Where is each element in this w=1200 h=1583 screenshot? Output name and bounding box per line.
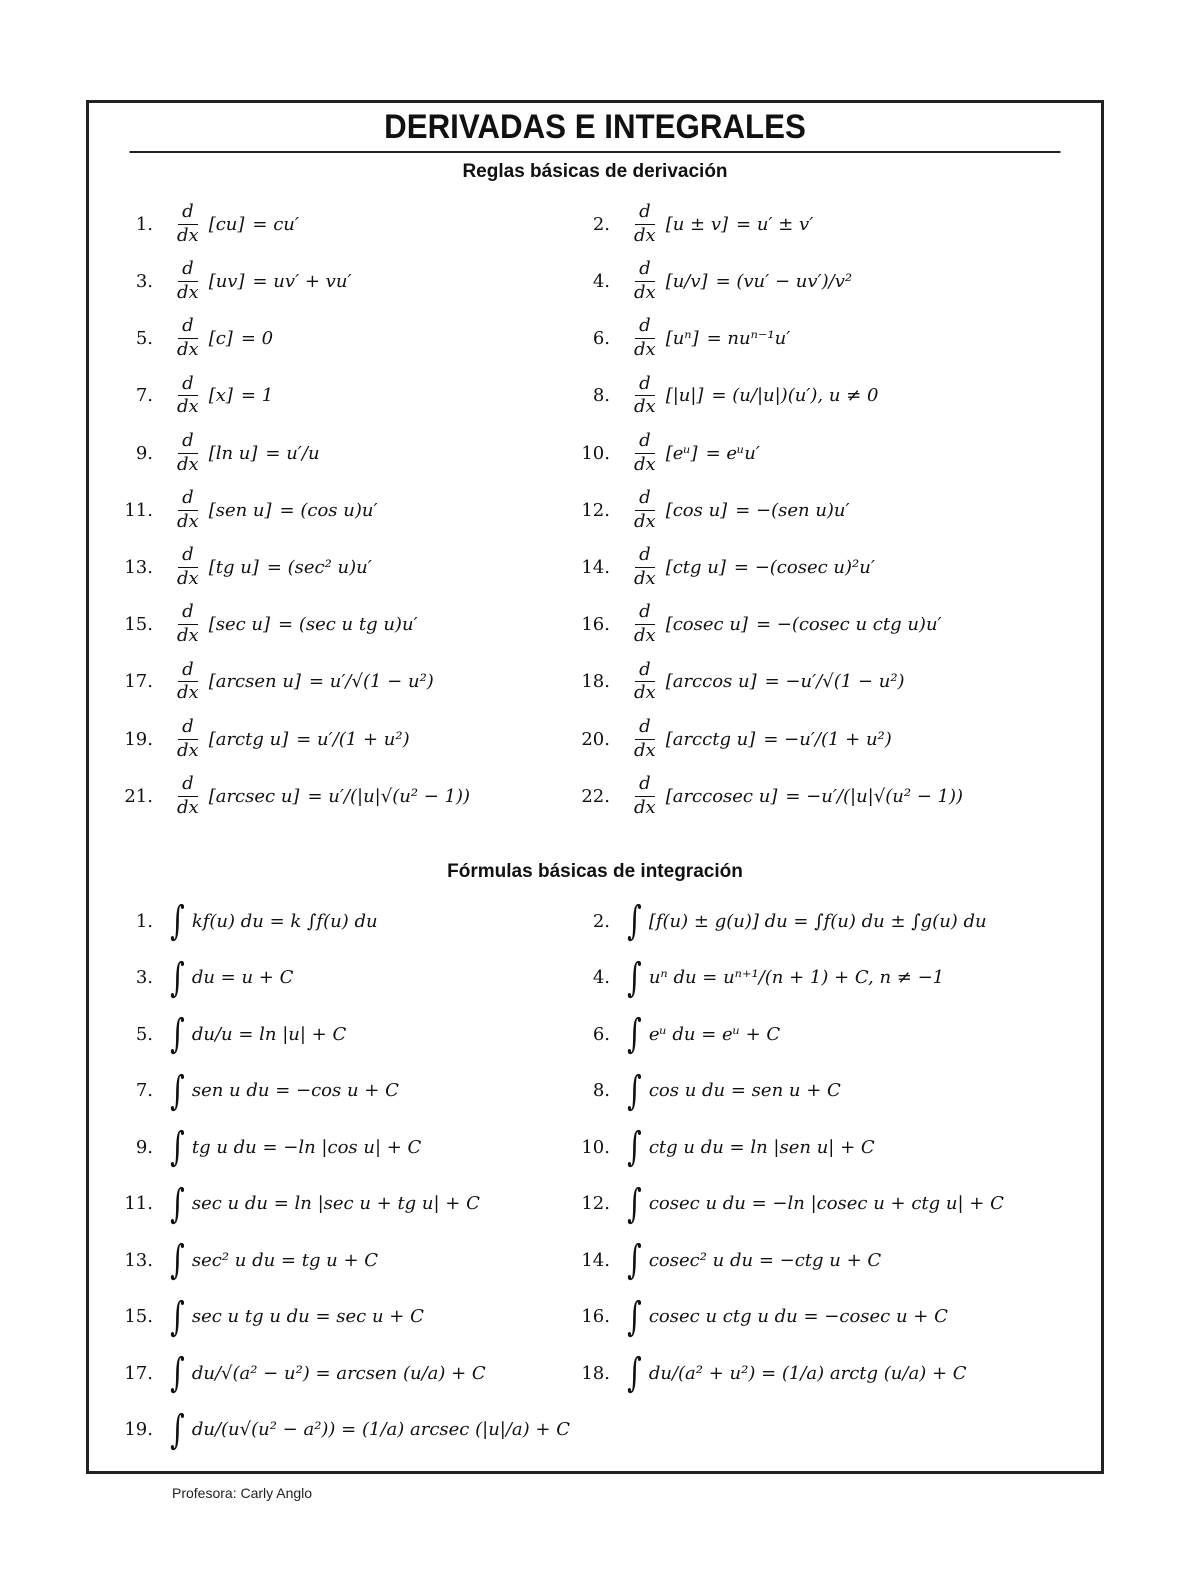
formula-number: 16. <box>581 1306 610 1327</box>
rule-number: 4. <box>592 271 610 293</box>
d-dx-operator: $\frac{d}{dx}$ <box>177 658 199 704</box>
d-dx-operator: $\frac{d}{dx}$ <box>177 429 199 475</box>
formula-number: 18. <box>581 1362 610 1384</box>
d-dx-operator: $\frac{d}{dx}$ <box>177 372 199 418</box>
rule-result: = 0 <box>240 328 274 350</box>
derivation-rule <box>119 203 299 246</box>
rule-result: = u′/(|u|√(u² − 1)) <box>307 785 471 807</box>
d-dx-operator: $\frac{d}{dx}$ <box>634 372 656 418</box>
formula-expression: ctg u du = ln |sen u| + C <box>648 1136 875 1158</box>
rule-result: = 1 <box>240 385 274 407</box>
d-dx-operator: $\frac{d}{dx}$ <box>634 201 656 246</box>
formula-number: 11. <box>124 1193 153 1214</box>
rule-number: 22. <box>581 785 610 807</box>
derivation-rule <box>576 775 963 818</box>
formula-expression: du/(u√(u² − a²)) = (1/a) arcsec (|u|/a) + C <box>191 1419 570 1440</box>
rule-function: [eᵘ] <box>665 442 698 464</box>
formula-number: 19. <box>124 1419 153 1440</box>
rule-result: = −(cosec u)²u′ <box>733 557 875 579</box>
derivation-rule <box>119 546 372 589</box>
integration-formula <box>119 1293 424 1340</box>
integral-sign-icon: ∫ <box>170 898 185 944</box>
formula-expression: cos u du = sen u + C <box>648 1080 841 1101</box>
derivation-rule <box>119 603 418 646</box>
derivation-rule <box>576 203 813 246</box>
derivation-rule <box>576 260 852 303</box>
rule-function: [arccosec u] <box>665 785 778 807</box>
rule-function: [arcsec u] <box>208 785 300 807</box>
rule-number: 21. <box>124 785 153 807</box>
formula-expression: tg u du = −ln |cos u| + C <box>191 1136 422 1158</box>
rule-number: 8. <box>592 385 610 407</box>
integration-formula <box>119 1180 480 1227</box>
formula-number: 12. <box>581 1193 610 1214</box>
rule-number: 11. <box>124 499 153 521</box>
formula-number: 4. <box>592 967 610 988</box>
integration-formula <box>576 1293 948 1340</box>
derivation-rule <box>576 546 875 589</box>
rule-number: 10. <box>581 442 610 464</box>
integration-formula <box>119 954 294 1001</box>
formula-expression: [f(u) ± g(u)] du = ∫f(u) du ± ∫g(u) du <box>648 910 987 932</box>
rule-number: 15. <box>124 614 153 636</box>
rule-function: [u/v] <box>665 271 708 293</box>
formula-expression: du = u + C <box>191 967 294 988</box>
d-dx-operator: $\frac{d}{dx}$ <box>634 315 656 361</box>
formula-expression: cosec u du = −ln |cosec u + ctg u| + C <box>648 1193 1004 1214</box>
integration-formula <box>119 1237 379 1283</box>
integral-sign-icon: ∫ <box>627 1293 642 1340</box>
rule-function: [u ± v] <box>665 213 729 235</box>
rule-function: [arccos u] <box>665 671 757 693</box>
rule-function: [arctg u] <box>208 728 289 750</box>
formula-number: 13. <box>124 1249 153 1271</box>
formula-number: 14. <box>581 1249 610 1271</box>
derivation-rule <box>119 715 410 761</box>
rule-number: 5. <box>135 328 153 350</box>
formula-number: 17. <box>124 1362 153 1384</box>
rule-number: 6. <box>592 328 610 350</box>
rule-function: [|u|] <box>665 385 704 407</box>
integral-sign-icon: ∫ <box>627 1237 642 1283</box>
rule-result: = (sec² u)u′ <box>266 557 372 579</box>
integration-formula <box>119 1124 422 1170</box>
rule-result: = −(cosec u ctg u)u′ <box>755 614 942 636</box>
rule-result: = cu′ <box>252 213 299 235</box>
derivation-rule <box>119 372 274 418</box>
rule-number: 12. <box>581 499 610 521</box>
formula-number: 8. <box>592 1080 610 1101</box>
integration-formula <box>119 1350 486 1396</box>
integral-sign-icon: ∫ <box>170 1350 185 1396</box>
rule-result: = u′/(1 + u²) <box>296 728 410 750</box>
integral-sign-icon: ∫ <box>627 1124 642 1170</box>
formula-expression: du/(a² + u²) = (1/a) arctg (u/a) + C <box>648 1362 967 1384</box>
integration-formula <box>576 1011 781 1057</box>
rule-number: 16. <box>581 614 610 636</box>
integration-formula <box>119 1067 399 1114</box>
integral-sign-icon: ∫ <box>170 1180 185 1227</box>
derivation-rule <box>576 603 942 646</box>
rule-number: 2. <box>592 213 610 235</box>
formula-expression: sec² u du = tg u + C <box>191 1249 379 1271</box>
derivation-rule <box>576 715 892 761</box>
formula-expression: sec u du = ln |sec u + tg u| + C <box>191 1193 480 1214</box>
d-dx-operator: $\frac{d}{dx}$ <box>634 429 656 475</box>
rule-result: = u′/u <box>265 442 320 464</box>
rule-number: 1. <box>135 213 153 235</box>
derivation-rule <box>119 429 320 475</box>
d-dx-operator: $\frac{d}{dx}$ <box>177 487 199 532</box>
rule-function: [tg u] <box>208 557 259 579</box>
integration-formula <box>576 954 945 1001</box>
d-dx-operator: $\frac{d}{dx}$ <box>634 487 656 532</box>
formula-expression: kf(u) du = k ∫f(u) du <box>191 910 378 932</box>
formula-number: 6. <box>592 1023 610 1045</box>
integration-formula <box>576 1124 875 1170</box>
rule-function: [ln u] <box>208 442 258 464</box>
rule-function: [arcctg u] <box>665 728 756 750</box>
d-dx-operator: $\frac{d}{dx}$ <box>634 258 656 304</box>
d-dx-operator: $\frac{d}{dx}$ <box>177 201 199 246</box>
rule-result: = (sec u tg u)u′ <box>278 614 418 636</box>
integration-heading: Fórmulas básicas de integración <box>447 861 743 882</box>
formula-expression: cosec² u du = −ctg u + C <box>648 1249 882 1271</box>
formula-number: 7. <box>135 1080 153 1101</box>
integral-sign-icon: ∫ <box>170 1237 185 1283</box>
integration-formula <box>576 1350 967 1396</box>
rule-function: [x] <box>208 385 233 407</box>
rule-result: = (cos u)u′ <box>279 499 378 521</box>
rule-function: [uv] <box>208 271 245 293</box>
d-dx-operator: $\frac{d}{dx}$ <box>177 544 199 590</box>
rule-number: 7. <box>135 385 153 407</box>
rule-function: [c] <box>208 328 233 350</box>
d-dx-operator: $\frac{d}{dx}$ <box>177 258 199 304</box>
rule-result: = (vu′ − uv′)/v² <box>715 271 853 293</box>
d-dx-operator: $\frac{d}{dx}$ <box>634 658 656 704</box>
rule-number: 13. <box>124 557 153 579</box>
rule-function: [cosec u] <box>665 614 748 636</box>
integral-sign-icon: ∫ <box>170 1293 185 1340</box>
formula-expression: uⁿ du = uⁿ⁺¹/(n + 1) + C, n ≠ −1 <box>648 967 945 988</box>
rule-result: = −u′/(|u|√(u² − 1)) <box>785 785 964 807</box>
formula-number: 9. <box>135 1136 153 1158</box>
rule-result: = (u/|u|)(u′), u ≠ 0 <box>711 385 879 407</box>
rule-function: [sen u] <box>208 499 272 521</box>
integral-sign-icon: ∫ <box>170 1067 185 1114</box>
rule-result: = u′/√(1 − u²) <box>308 671 434 693</box>
derivation-rule <box>119 489 378 532</box>
integral-sign-icon: ∫ <box>627 1350 642 1396</box>
d-dx-operator: $\frac{d}{dx}$ <box>634 601 656 647</box>
d-dx-operator: $\frac{d}{dx}$ <box>634 715 656 761</box>
integral-sign-icon: ∫ <box>627 954 642 1001</box>
derivation-rule <box>119 260 352 303</box>
derivation-rule <box>119 775 470 818</box>
formula-sheet <box>86 100 1104 1474</box>
formula-expression: sec u tg u du = sec u + C <box>191 1306 424 1327</box>
rule-result: = −u′/(1 + u²) <box>763 728 892 750</box>
integral-sign-icon: ∫ <box>627 1180 642 1227</box>
rule-function: [arcsen u] <box>208 671 301 693</box>
integral-sign-icon: ∫ <box>627 1067 642 1114</box>
d-dx-operator: $\frac{d}{dx}$ <box>634 544 656 590</box>
integral-sign-icon: ∫ <box>627 898 642 944</box>
formula-expression: du/√(a² − u²) = arcsen (u/a) + C <box>191 1362 486 1384</box>
rule-result: = u′ ± v′ <box>736 213 814 235</box>
derivation-rule <box>576 429 760 475</box>
rule-result: = −u′/√(1 − u²) <box>764 671 905 693</box>
integration-formula <box>119 1011 347 1057</box>
integration-formula <box>576 1237 882 1283</box>
d-dx-operator: $\frac{d}{dx}$ <box>634 773 656 818</box>
formula-number: 10. <box>581 1136 610 1158</box>
formula-number: 2. <box>592 910 610 932</box>
d-dx-operator: $\frac{d}{dx}$ <box>177 773 199 818</box>
integration-formula <box>576 898 987 944</box>
rule-function: [sec u] <box>208 614 271 636</box>
rule-result: = −(sen u)u′ <box>735 499 850 521</box>
integration-formula <box>119 898 378 944</box>
formula-number: 3. <box>135 967 153 988</box>
derivation-rule <box>119 317 273 360</box>
rule-function: [cos u] <box>665 499 728 521</box>
integral-sign-icon: ∫ <box>170 954 185 1001</box>
rule-result: = eᵘu′ <box>705 442 760 464</box>
formula-expression: du/u = ln |u| + C <box>191 1023 347 1045</box>
formula-number: 5. <box>135 1023 153 1045</box>
author-footer: Profesora: Carly Anglo <box>172 1485 313 1501</box>
integral-sign-icon: ∫ <box>170 1406 185 1453</box>
formula-number: 1. <box>135 910 153 932</box>
derivation-rule <box>576 372 879 418</box>
derivation-heading: Reglas básicas de derivación <box>462 161 728 182</box>
derivation-rule <box>119 658 434 704</box>
d-dx-operator: $\frac{d}{dx}$ <box>177 601 199 647</box>
rule-function: [uⁿ] <box>665 328 699 350</box>
rule-number: 19. <box>124 728 153 750</box>
derivation-rule <box>576 317 790 360</box>
integration-formula <box>576 1067 841 1114</box>
integral-sign-icon: ∫ <box>170 1011 185 1057</box>
rule-number: 14. <box>581 557 610 579</box>
derivation-rule <box>576 489 850 532</box>
rule-number: 9. <box>135 442 153 464</box>
rule-number: 17. <box>124 671 153 693</box>
d-dx-operator: $\frac{d}{dx}$ <box>177 315 199 361</box>
rule-number: 3. <box>135 271 153 293</box>
rule-result: = nuⁿ⁻¹u′ <box>706 328 791 350</box>
rule-number: 18. <box>581 671 610 693</box>
integration-formula <box>576 1180 1004 1227</box>
rule-function: [cu] <box>208 213 245 235</box>
formula-expression: cosec u ctg u du = −cosec u + C <box>648 1306 948 1327</box>
integral-sign-icon: ∫ <box>627 1011 642 1057</box>
d-dx-operator: $\frac{d}{dx}$ <box>177 715 199 761</box>
formula-number: 15. <box>124 1306 153 1327</box>
rule-function: [ctg u] <box>665 557 726 579</box>
integral-sign-icon: ∫ <box>170 1124 185 1170</box>
page-title: DERIVADAS E INTEGRALES <box>129 103 1060 153</box>
integration-formula <box>119 1406 570 1453</box>
derivation-rule <box>576 658 905 704</box>
formula-expression: sen u du = −cos u + C <box>191 1080 399 1101</box>
rule-result: = uv′ + vu′ <box>252 271 352 293</box>
rule-number: 20. <box>581 728 610 750</box>
formula-expression: eᵘ du = eᵘ + C <box>648 1023 781 1045</box>
